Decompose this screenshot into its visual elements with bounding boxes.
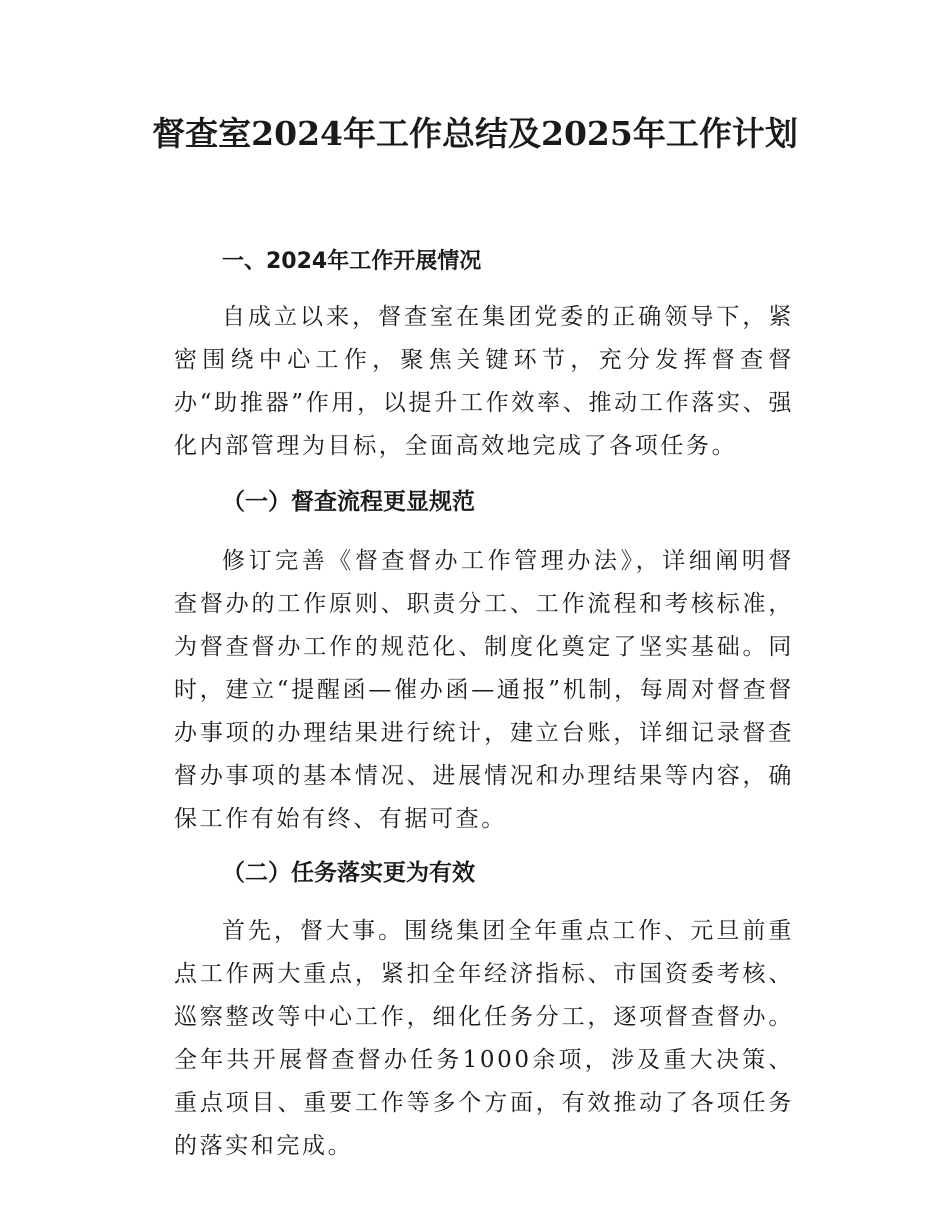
subsection-heading-1: （一）督查流程更显规范 [222, 488, 475, 515]
subsection-paragraph-2: 首先，督大事。围绕集团全年重点工作、元旦前重点工作两大重点，紧扣全年经济指标、市国资委考核、巡察整改等中心工作，细化任务分工，逐项督查督办。全年共开展督查督办任务1000余项，涉及重大决策、重点项目、重要工作等多个方面，有效推动了各项任务的落实和完成。 [174, 918, 794, 1159]
subsection-heading-2: （二）任务落实更为有效 [222, 859, 475, 886]
document-title: 督查室2024年工作总结及2025年工作计划 [152, 114, 798, 153]
section-heading: 一、2024年工作开展情况 [222, 249, 482, 274]
subsection-paragraph-1: 修订完善《督查督办工作管理办法》，详细阐明督查督办的工作原则、职责分工、工作流程和考核标准，为督查督办工作的规范化、制度化奠定了坚实基础。同时，建立“提醒函—催办函—通报”机制，每周对督查督办事项的办理结果进行统计，建立台账，详细记录督查督办事项的基本情况、进展情况和办理结果等内容，确保工作有始有终、有据可查。 [174, 548, 794, 832]
intro-paragraph: 自成立以来，督查室在集团党委的正确领导下，紧密围绕中心工作，聚焦关键环节，充分发挥督查督办“助推器”作用，以提升工作效率、推动工作落实、强化内部管理为目标，全面高效地完成了各项任务。 [174, 304, 794, 459]
